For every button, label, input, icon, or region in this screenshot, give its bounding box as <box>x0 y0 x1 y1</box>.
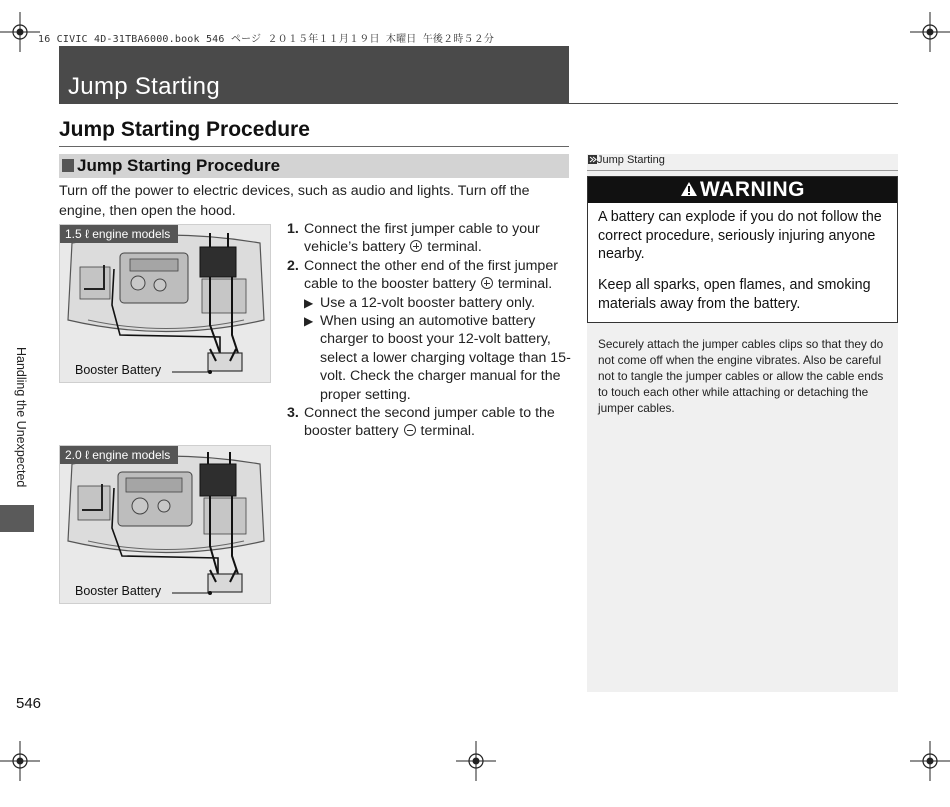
book-header: 16 CIVIC 4D-31TBA6000.book 546 ページ ２０１５年１１月１９日 木曜日 午後２時５２分 <box>38 34 495 45</box>
booster-battery-label: Booster Battery <box>75 584 162 598</box>
step-text: Connect the first jumper cable to your vehicle’s battery <box>304 221 540 256</box>
crop-mark-icon <box>0 741 40 781</box>
step-text: Connect the other end of the first jumper cable to the booster battery <box>304 257 558 293</box>
plus-terminal-icon <box>410 240 422 252</box>
crop-mark-icon <box>910 12 950 52</box>
reference-title: Jump Starting <box>597 154 665 166</box>
bullet-text: When using an automotive battery charger to boost your 12-volt battery, select a lower charging voltage than 15-volt. Check the charger manual for the proper setting. <box>320 313 571 403</box>
warning-header <box>588 177 897 203</box>
step-text: terminal. <box>497 276 553 293</box>
chapter-title: Jump Starting <box>68 73 220 100</box>
reference-rule <box>587 170 898 171</box>
step-2 <box>287 257 572 294</box>
crop-mark-icon <box>910 741 950 781</box>
step-text: terminal. <box>427 239 482 256</box>
chapter-side-label <box>6 347 36 507</box>
warning-text: Keep all sparks, open flames, and smoking materials away from the battery. <box>598 277 871 312</box>
procedure-steps <box>287 220 572 441</box>
reference-heading <box>588 154 665 166</box>
figure-tag: 2.0 ℓ engine models <box>60 446 178 464</box>
booster-battery-label: Booster Battery <box>75 363 162 377</box>
intro-paragraph: Turn off the power to electric devices, such as audio and lights. Turn off the engine, then open the hood. <box>59 183 530 219</box>
step-number: 3. <box>287 405 299 422</box>
step-number: 1. <box>287 221 299 237</box>
chapter-tab-marker <box>0 505 34 532</box>
bullet-text: Use a 12-volt booster battery only. <box>320 294 536 311</box>
note-bullet <box>287 294 572 312</box>
figure-tag: 1.5 ℓ engine models <box>60 225 178 243</box>
title-rule <box>569 103 898 104</box>
engine-figure-1-5l <box>59 224 271 383</box>
minus-terminal-icon <box>404 424 416 436</box>
warning-triangle-icon <box>680 181 698 197</box>
reference-icon <box>588 155 597 164</box>
step-number: 2. <box>287 257 299 274</box>
warning-text: A battery can explode if you do not follow the correct procedure, seriously injuring anyone nearby. <box>598 209 882 263</box>
engine-bay-illustration <box>60 446 271 604</box>
page-number: 546 <box>16 695 42 712</box>
engine-bay-illustration <box>60 225 271 383</box>
crop-mark-icon <box>0 12 40 52</box>
step-text: terminal. <box>420 423 475 440</box>
chapter-side-label-text: Handling the Unexpected <box>14 347 28 488</box>
plus-terminal-icon <box>481 277 493 289</box>
side-note-text: Securely attach the jumper cables clips so that they do not come off when the engine vibrates. Also be careful not to tangle the jumper cables or allow the cable ends to touch each other while attaching or detaching the jumper cables. <box>598 337 884 415</box>
arrow-bullet-icon: ▶ <box>304 314 314 329</box>
engine-figure-2-0l <box>59 445 271 604</box>
warning-title: WARNING <box>700 178 805 201</box>
step-text: Connect the second jumper cable to the booster battery <box>304 405 555 440</box>
subsection-title: Jump Starting Procedure <box>77 156 281 175</box>
note-bullet <box>287 312 572 404</box>
section-rule <box>59 146 569 147</box>
step-1 <box>287 220 572 257</box>
section-title: Jump Starting Procedure <box>59 118 310 141</box>
arrow-bullet-icon: ▶ <box>304 295 314 310</box>
step-3 <box>287 404 572 441</box>
square-bullet-icon <box>62 159 74 172</box>
crop-mark-icon <box>456 741 496 781</box>
